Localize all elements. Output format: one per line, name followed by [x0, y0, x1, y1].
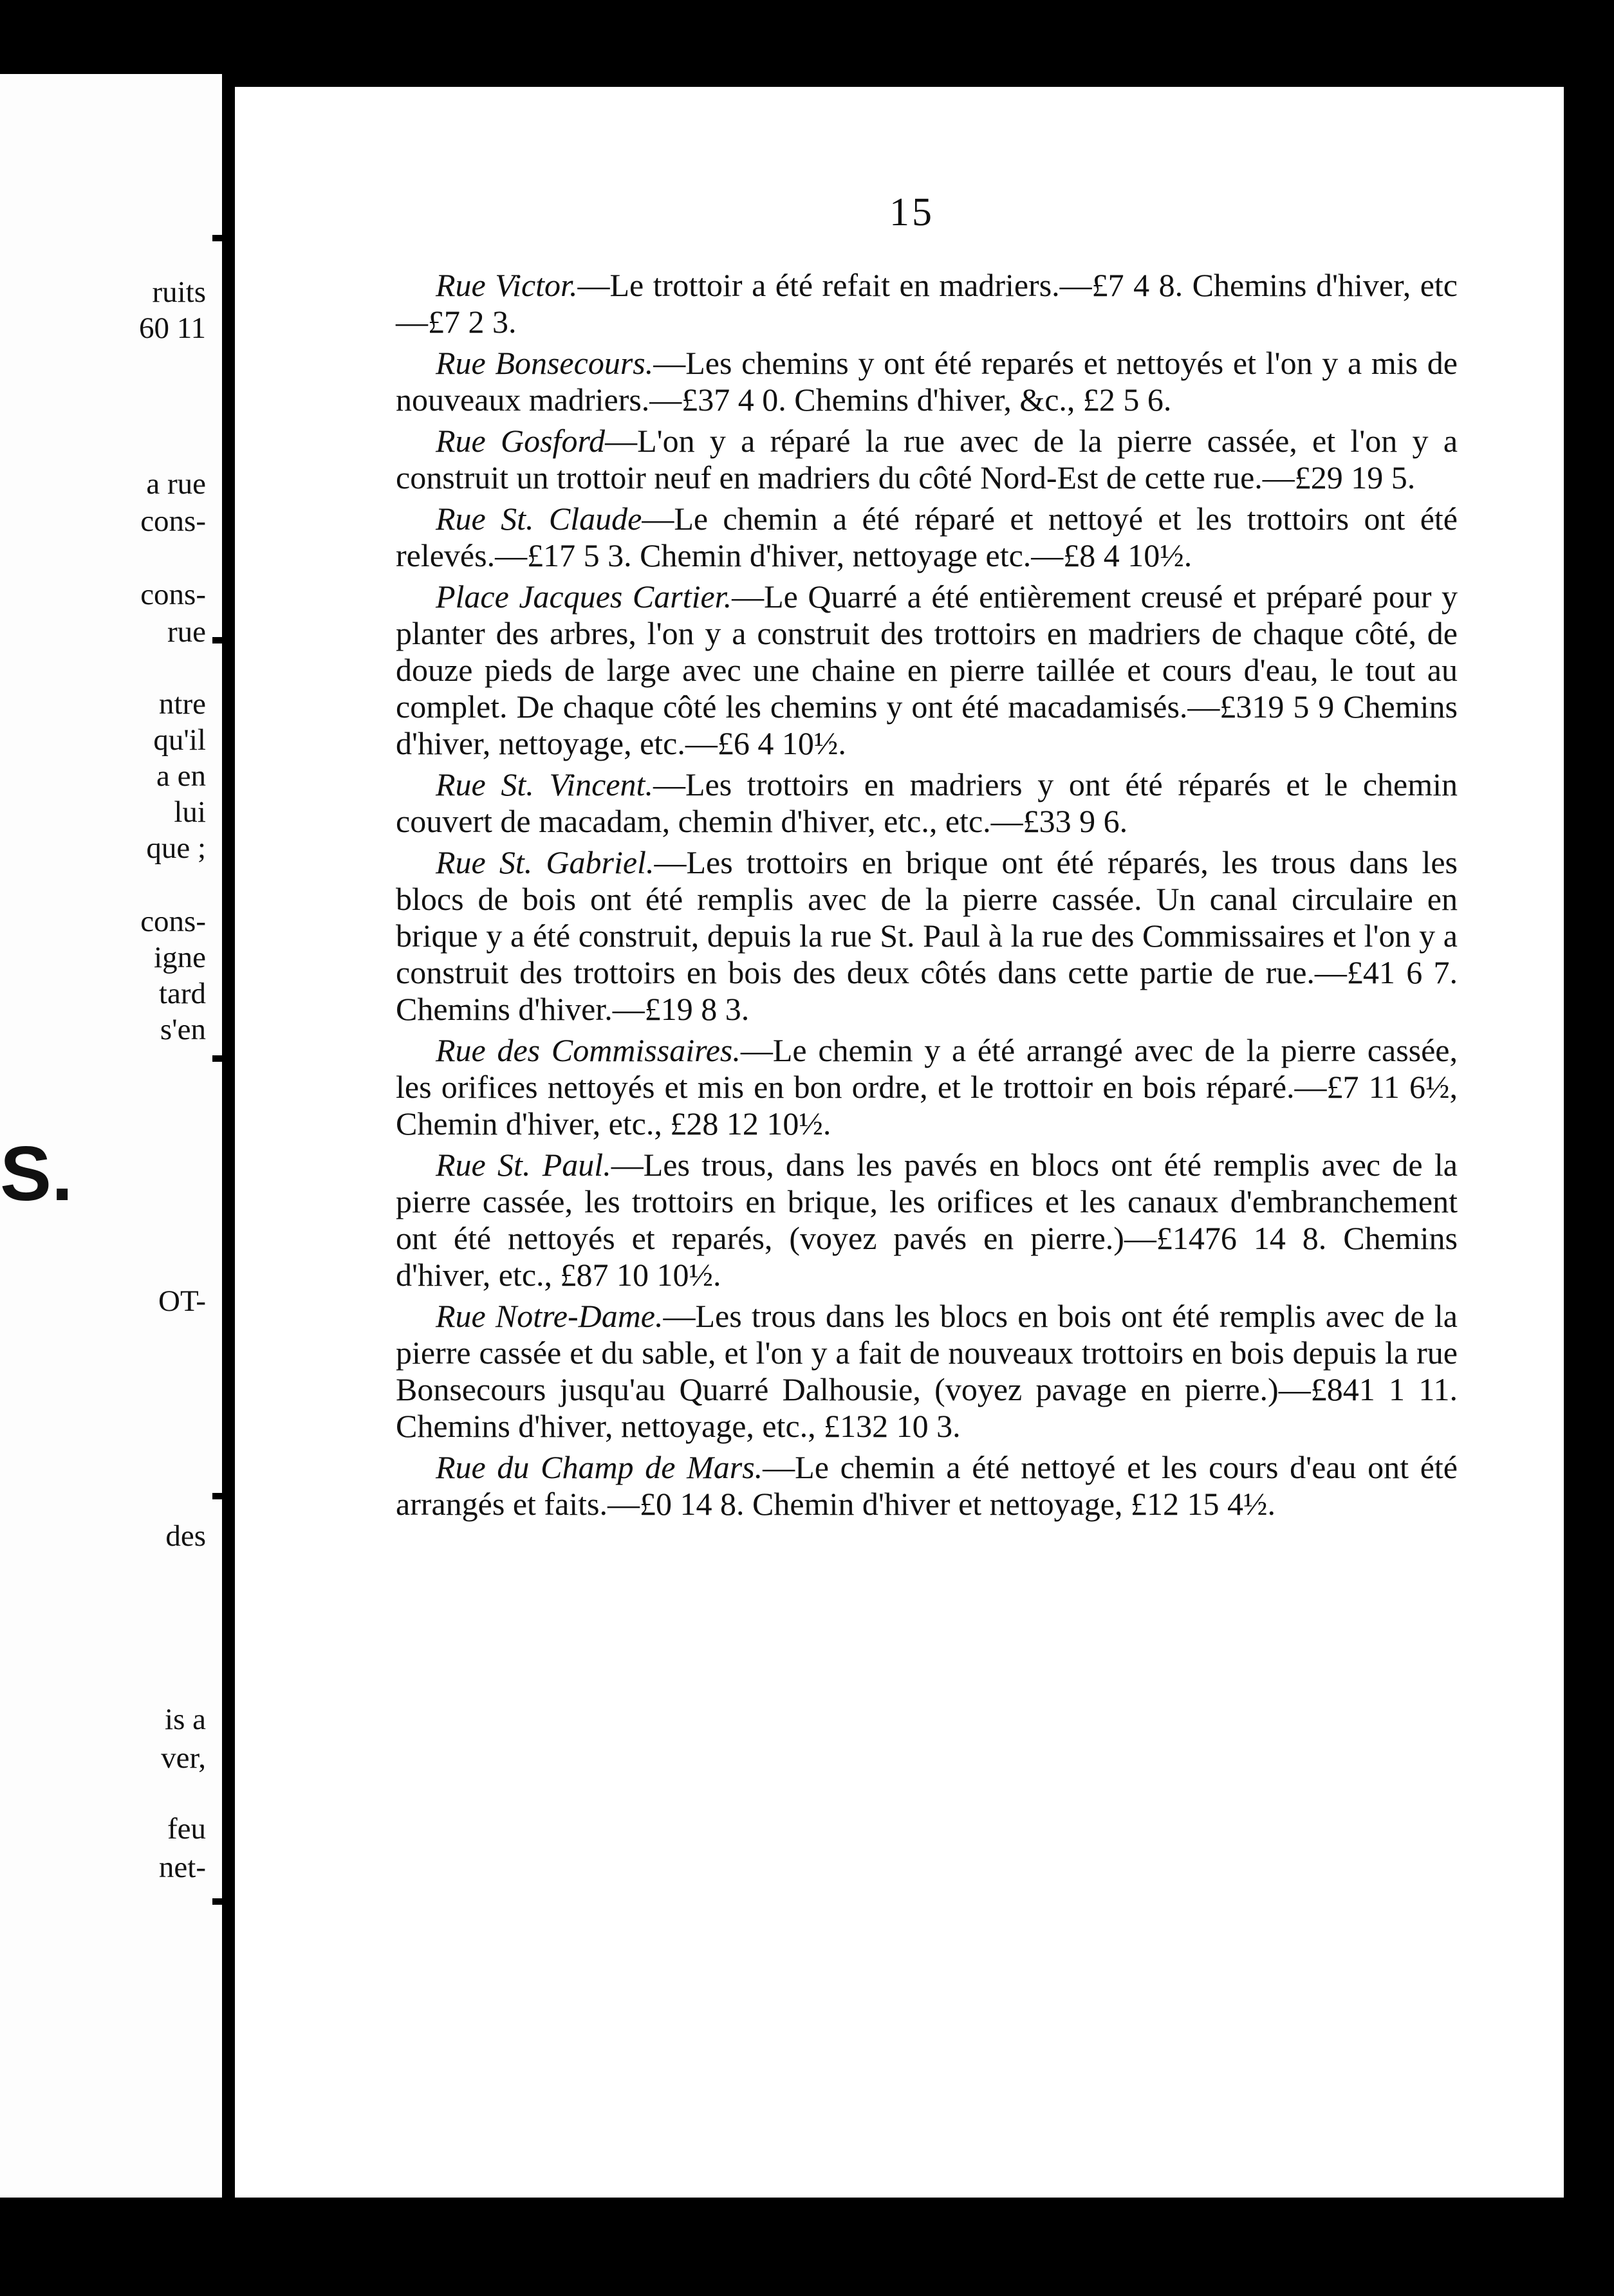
- book-spine: [222, 64, 235, 2233]
- left-line: feu: [167, 1812, 206, 1846]
- document-page: [235, 87, 1564, 2198]
- left-line: a en: [156, 759, 206, 793]
- left-line: cons-: [140, 505, 206, 538]
- entry-rue-st-vincent: [396, 766, 1458, 840]
- left-line: des: [165, 1519, 206, 1553]
- entry-rue-st-gabriel: [396, 844, 1458, 1028]
- left-line: cons-: [140, 578, 206, 611]
- left-line: rue: [167, 615, 206, 649]
- entry-text: —Le chemin y a été arrangé avec de la pierre cassée, les orifices nettoyés et mis en bon ordre, et le trottoir en bois réparé.—£7 11 6½, Chemin d'hiver, etc., £28 12 10½.: [396, 1032, 1458, 1142]
- entry-rue-st-claude: [396, 501, 1458, 574]
- entry-title: Rue Victor.: [436, 267, 578, 303]
- entry-rue-gosford: [396, 423, 1458, 496]
- entry-title: Rue St. Gabriel.: [436, 844, 654, 880]
- entry-text: —L'on y a réparé la rue avec de la pierre cassée, et l'on y a construit un trottoir neuf en madriers du côté Nord-Est de cette rue.—£29 19 5.: [396, 423, 1458, 495]
- left-line: is a: [165, 1703, 206, 1736]
- entry-text: —Les chemins y ont été reparés et nettoyés et l'on y a mis de nouveaux madriers.—£37 4 0. Chemins d'hiver, &c., £2 5 6.: [396, 345, 1458, 418]
- left-line: lui: [174, 795, 206, 829]
- left-line: tard: [158, 977, 206, 1010]
- entry-title: Rue du Champ de Mars.: [436, 1449, 763, 1485]
- entry-text: —Les trottoirs en madriers y ont été réparés et le chemin couvert de macadam, chemin d'hiver, etc., etc.—£33 9 6.: [396, 766, 1458, 839]
- left-line: net-: [158, 1851, 206, 1884]
- left-line: ver,: [161, 1741, 206, 1775]
- entry-title: Place Jacques Cartier.: [436, 579, 732, 615]
- entry-title: Rue Gosford: [436, 423, 606, 459]
- entry-rue-victor: [396, 267, 1458, 340]
- left-page-fragment: [0, 74, 222, 2198]
- left-line: igne: [154, 941, 206, 974]
- left-heading-fragment: S.: [0, 1131, 73, 1217]
- entry-text: —Le trottoir a été refait en madriers.—£7 4 8. Chemins d'hiver, etc—£7 2 3.: [396, 267, 1458, 340]
- left-line: que ;: [146, 831, 206, 865]
- left-line: ntre: [158, 687, 206, 721]
- left-line: s'en: [160, 1013, 206, 1046]
- entry-place-jacques-cartier: [396, 579, 1458, 762]
- left-line: a rue: [146, 467, 206, 501]
- entry-title: Rue des Commissaires.: [436, 1032, 741, 1068]
- entry-rue-notre-dame: [396, 1298, 1458, 1445]
- entry-rue-bonsecours: [396, 345, 1458, 418]
- entry-title: Rue Notre-Dame.: [436, 1298, 663, 1334]
- left-line: cons-: [140, 905, 206, 938]
- entry-title: Rue Bonsecours.: [436, 345, 654, 381]
- entry-rue-st-paul: [396, 1147, 1458, 1293]
- entries-list: [396, 267, 1458, 1527]
- entry-text: —Les trottoirs en brique ont été réparés, les trous dans les blocs de bois ont été remplis avec de la pierre cassée. Un canal circulaire en brique y a été construit, depuis la rue St. Paul à la rue des Commissaires et l'on y a construit des trottoirs en bois des deux côtés dans cette partie de rue.—£41 6 7. Chemins d'hiver.—£19 8 3.: [396, 844, 1458, 1027]
- entry-title: Rue St. Paul.: [436, 1147, 611, 1183]
- page-number: 15: [889, 190, 934, 234]
- entry-text: —Le Quarré a été entièrement creusé et préparé pour y planter des arbres, l'on y a construit des trottoirs en madriers de chaque côté, de douze pieds de large avec une chaine en pierre taillée et cours d'eau, le tout au complet. De chaque côté les chemins y ont été macadamisés.—£319 5 9 Chemins d'hiver, nettoyage, etc.—£6 4 10½.: [396, 579, 1458, 761]
- left-line: 60 11: [138, 311, 206, 345]
- entry-rue-des-commissaires: [396, 1032, 1458, 1142]
- entry-text: —Les trous dans les blocs en bois ont été remplis avec de la pierre cassée et du sable, et l'on y a fait de nouveaux trottoirs en bois depuis la rue Bonsecours jusqu'au Quarré Dalhousie, (voyez pavage en pierre.)—£841 1 11. Chemins d'hiver, nettoyage, etc., £132 10 3.: [396, 1298, 1458, 1444]
- entry-title: Rue St. Claude: [436, 501, 642, 537]
- left-line: qu'il: [153, 723, 206, 757]
- left-line: OT-: [158, 1284, 206, 1318]
- left-line: ruits: [152, 275, 206, 309]
- entry-text: —Le chemin a été réparé et nettoyé et les trottoirs ont été relevés.—£17 5 3. Chemin d'hiver, nettoyage etc.—£8 4 10½.: [396, 501, 1458, 573]
- entry-text: —Les trous, dans les pavés en blocs ont été remplis avec de la pierre cassée, les trottoirs en brique, les orifices et les canaux d'embranchement ont été nettoyés et reparés, (voyez pavés en pierre.)—£1476 14 8. Chemins d'hiver, etc., £87 10 10½.: [396, 1147, 1458, 1293]
- entry-text: —Le chemin a été nettoyé et les cours d'eau ont été arrangés et faits.—£0 14 8. Chemin d'hiver et nettoyage, £12 15 4½.: [396, 1449, 1458, 1522]
- entry-title: Rue St. Vincent.: [436, 766, 653, 802]
- entry-rue-du-champ-de-mars: [396, 1449, 1458, 1523]
